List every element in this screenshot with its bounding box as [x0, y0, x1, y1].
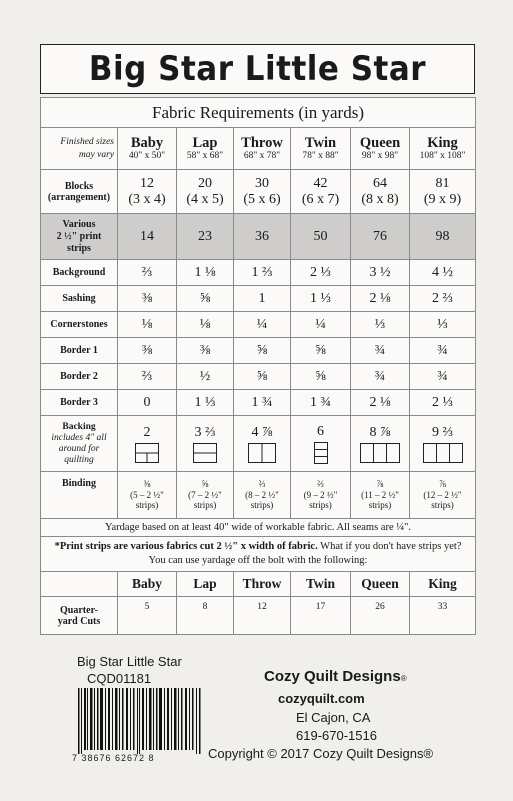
- company-name: Cozy Quilt Designs®: [264, 668, 407, 685]
- size-header: Twin 78" x 88": [291, 128, 351, 170]
- size-header-row: [41, 128, 476, 170]
- table-cell: ⅞ (11 – 2 ½" strips): [351, 472, 410, 519]
- table-cell: 1 ⅓: [291, 286, 351, 312]
- cuts-header: Throw: [234, 572, 291, 597]
- sashing-row: [41, 286, 476, 312]
- pattern-title: Big Star Little Star: [88, 49, 427, 89]
- backing-layout-diagram: [193, 443, 217, 463]
- table-caption: Fabric Requirements (in yards): [41, 98, 476, 128]
- table-cell: ½: [177, 364, 234, 390]
- table-cell: ⅔ (9 – 2 ½" strips): [291, 472, 351, 519]
- table-cell: ⅔: [118, 260, 177, 286]
- table-cell: ⅛: [118, 312, 177, 338]
- table-cell: ⅝: [291, 338, 351, 364]
- table-cell: 50: [291, 214, 351, 260]
- backing-layout-diagram: [314, 442, 328, 464]
- table-cell: ⅓: [351, 312, 410, 338]
- table-cell: 26: [351, 597, 410, 635]
- row-label: Binding: [41, 472, 118, 519]
- table-cell: ⅔: [118, 364, 177, 390]
- table-cell: ⅝ (7 – 2 ½" strips): [177, 472, 234, 519]
- size-header: Throw 68" x 78": [234, 128, 291, 170]
- table-cell: ⅝: [291, 364, 351, 390]
- table-cell: 33: [410, 597, 476, 635]
- table-cell: 2 ⅔: [410, 286, 476, 312]
- table-cell: ⅞ (12 – 2 ½" strips): [410, 472, 476, 519]
- table-cell: 12 (3 x 4): [118, 170, 177, 214]
- table-cell: 14: [118, 214, 177, 260]
- cuts-header: King: [410, 572, 476, 597]
- table-cell: ⅜: [177, 338, 234, 364]
- table-cell: 12: [234, 597, 291, 635]
- table-cell: 3 ½: [351, 260, 410, 286]
- cuts-header: Lap: [177, 572, 234, 597]
- row-label: Various 2 ½" print strips: [41, 214, 118, 260]
- table-cell: 2 ⅛: [351, 390, 410, 416]
- table-cell: ⅜: [118, 338, 177, 364]
- table-cell: 23: [177, 214, 234, 260]
- table-cell: 1 ⅓: [177, 390, 234, 416]
- company-phone: 619-670-1516: [296, 728, 377, 743]
- backing-layout-diagram: [360, 443, 400, 463]
- table-cell: ⅝: [177, 286, 234, 312]
- table-cell: 8: [177, 597, 234, 635]
- table-cell: ⅜: [118, 286, 177, 312]
- fabric-requirements-table: [40, 97, 476, 635]
- table-cell: ¾: [351, 364, 410, 390]
- copyright-notice: Copyright © 2017 Cozy Quilt Designs®: [208, 746, 434, 761]
- table-cell: 1: [234, 286, 291, 312]
- backing-layout-diagram: [135, 443, 159, 463]
- table-cell: ⅛: [177, 312, 234, 338]
- table-cell: 1 ¾: [291, 390, 351, 416]
- table-cell: 0: [118, 390, 177, 416]
- table-cell: ¾: [410, 364, 476, 390]
- table-cell: ⅝: [234, 364, 291, 390]
- table-cell: 76: [351, 214, 410, 260]
- table-cell: ¼: [234, 312, 291, 338]
- backing-layout-diagram: [248, 443, 276, 463]
- table-cell: ⅜ (5 – 2 ½" strips): [118, 472, 177, 519]
- table-cell: 5: [118, 597, 177, 635]
- table-cell: 1 ⅛: [177, 260, 234, 286]
- table-cell: 17: [291, 597, 351, 635]
- background-row: [41, 260, 476, 286]
- table-cell: 2: [118, 416, 177, 472]
- company-city: El Cajon, CA: [296, 710, 371, 725]
- table-cell: ¼: [291, 312, 351, 338]
- backing-row: [41, 416, 476, 472]
- table-cell: 8 ⅞: [351, 416, 410, 472]
- cuts-header: Twin: [291, 572, 351, 597]
- row-label: Background: [41, 260, 118, 286]
- row-label: Blocks (arrangement): [41, 170, 118, 214]
- table-cell: ¾: [351, 338, 410, 364]
- table-cell: 64 (8 x 8): [351, 170, 410, 214]
- size-header: Queen 98" x 98": [351, 128, 410, 170]
- row-label: Cornerstones: [41, 312, 118, 338]
- row-label: Sashing: [41, 286, 118, 312]
- empty-cell: [41, 572, 118, 597]
- border-1-row: [41, 338, 476, 364]
- strips-row: [41, 214, 476, 260]
- row-label: Border 1: [41, 338, 118, 364]
- table-cell: ⅔ (8 – 2 ½" strips): [234, 472, 291, 519]
- binding-row: [41, 472, 476, 519]
- row-label: Quarter- yard Cuts: [41, 597, 118, 635]
- row-label: Border 2: [41, 364, 118, 390]
- size-header: Lap 58" x 68": [177, 128, 234, 170]
- table-cell: 42 (6 x 7): [291, 170, 351, 214]
- finished-size-note: Finished sizes may vary: [41, 128, 118, 170]
- table-cell: 36: [234, 214, 291, 260]
- table-cell: 1 ¾: [234, 390, 291, 416]
- border-2-row: [41, 364, 476, 390]
- barcode-digits: 7 38676 62672 8: [72, 753, 155, 763]
- pattern-code: CQD01181: [87, 671, 152, 686]
- table-cell: ¾: [410, 338, 476, 364]
- table-cell: 81 (9 x 9): [410, 170, 476, 214]
- table-cell: 98: [410, 214, 476, 260]
- table-cell: 30 (5 x 6): [234, 170, 291, 214]
- company-website: cozyquilt.com: [278, 691, 365, 706]
- backing-layout-diagram: [423, 443, 463, 463]
- table-cell: 2 ⅓: [291, 260, 351, 286]
- title-box: [40, 44, 475, 94]
- cuts-header: Baby: [118, 572, 177, 597]
- table-cell: 3 ⅔: [177, 416, 234, 472]
- row-label: Border 3: [41, 390, 118, 416]
- table-cell: 4 ½: [410, 260, 476, 286]
- blocks-row: [41, 170, 476, 214]
- table-cell: 2 ⅓: [410, 390, 476, 416]
- table-cell: 6: [291, 416, 351, 472]
- table-cell: 4 ⅞: [234, 416, 291, 472]
- pattern-name: Big Star Little Star: [77, 654, 182, 669]
- row-label: Backing includes 4" all around for quilting: [41, 416, 118, 472]
- border-3-row: [41, 390, 476, 416]
- table-cell: 1 ⅔: [234, 260, 291, 286]
- size-header: Baby 40" x 50": [118, 128, 177, 170]
- table-cell: 20 (4 x 5): [177, 170, 234, 214]
- cuts-header: Queen: [351, 572, 410, 597]
- table-cell: ⅓: [410, 312, 476, 338]
- yardage-note: Yardage based on at least 40" wide of workable fabric. All seams are ¼".: [41, 519, 476, 537]
- barcode-icon: [76, 688, 206, 760]
- table-cell: 9 ⅔: [410, 416, 476, 472]
- table-cell: 2 ⅛: [351, 286, 410, 312]
- cuts-header-row: [41, 572, 476, 597]
- quarter-yard-row: [41, 597, 476, 635]
- cornerstones-row: [41, 312, 476, 338]
- size-header: King 108" x 108": [410, 128, 476, 170]
- print-strips-note: *Print strips are various fabrics cut 2 ½" x width of fabric. What if you don't have strips yet? You can use yardage off the bolt with the following:: [41, 537, 476, 572]
- table-cell: ⅝: [234, 338, 291, 364]
